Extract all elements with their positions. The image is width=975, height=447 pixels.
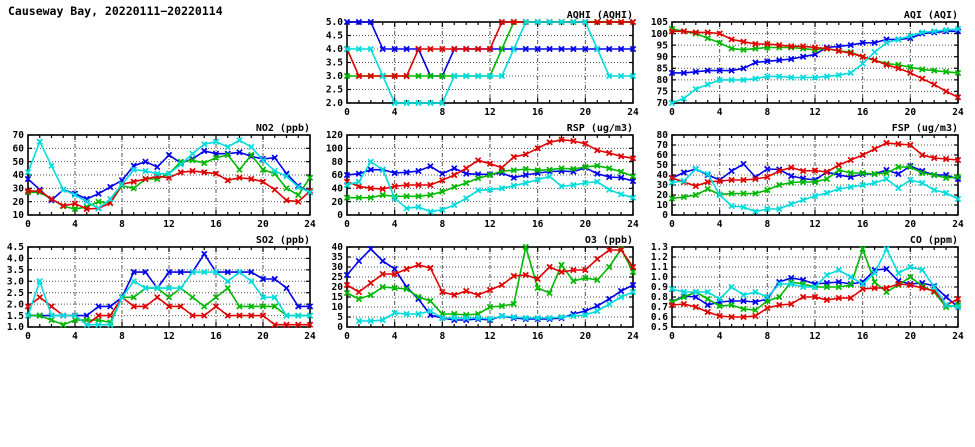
y-tick-label: 0.6 [650, 312, 668, 324]
x-tick-label: 4 [391, 107, 398, 118]
chart-no2 [0, 121, 324, 236]
chart-canvas-so2 [0, 233, 324, 344]
y-tick-label: 20 [656, 190, 668, 202]
chart-so2 [0, 233, 324, 348]
y-tick-label: 70 [656, 98, 668, 110]
y-tick-label: 10 [12, 210, 24, 222]
chart-title-no2: NO2 (ppb) [255, 123, 310, 134]
chart-co [644, 233, 972, 348]
y-tick-label: 1.5 [6, 310, 24, 322]
x-tick-label: 0 [669, 331, 675, 342]
chart-aqhi [319, 8, 647, 124]
chart-o3 [319, 233, 647, 348]
x-tick-label: 8 [764, 219, 771, 230]
y-tick-label: 85 [656, 63, 668, 75]
y-tick-label: 30 [656, 180, 668, 192]
x-tick-label: 8 [764, 107, 771, 118]
y-tick-label: 1.2 [650, 252, 668, 264]
y-tick-label: 95 [656, 40, 668, 52]
y-tick-label: 1.1 [650, 262, 668, 274]
y-tick-label: 100 [325, 143, 343, 155]
x-tick-label: 12 [163, 219, 175, 230]
chart-canvas-fsp [644, 121, 972, 232]
y-tick-label: 4.0 [325, 44, 343, 56]
y-tick-label: 4.5 [6, 242, 24, 254]
x-tick-label: 12 [809, 107, 821, 118]
y-tick-label: 1.0 [650, 272, 668, 284]
x-tick-label: 20 [257, 219, 269, 230]
x-tick-label: 4 [391, 331, 398, 342]
chart-fsp [644, 121, 972, 236]
y-tick-label: 0 [337, 322, 343, 334]
y-tick-label: 100 [650, 28, 668, 40]
y-tick-label: 5 [337, 312, 343, 324]
page-title: Causeway Bay, 20220111−20220114 [8, 4, 223, 18]
y-tick-label: 30 [331, 262, 343, 274]
chart-rsp [319, 121, 647, 236]
y-tick-label: 30 [12, 183, 24, 195]
y-tick-label: 5.0 [325, 17, 343, 29]
y-tick-label: 35 [331, 252, 343, 264]
x-tick-label: 8 [119, 219, 125, 230]
y-tick-label: 80 [656, 75, 668, 87]
chart-canvas-aqi [644, 8, 972, 120]
chart-canvas-o3 [319, 233, 647, 344]
y-tick-label: 3.5 [6, 265, 24, 277]
chart-title-aqhi: AQHI (AQHI) [566, 10, 633, 21]
x-tick-label: 24 [627, 331, 639, 342]
chart-title-o3: O3 (ppb) [584, 235, 633, 246]
x-tick-label: 16 [531, 107, 544, 118]
x-tick-label: 24 [627, 219, 639, 230]
x-tick-label: 12 [484, 107, 496, 118]
x-tick-label: 0 [344, 219, 350, 230]
x-tick-label: 4 [72, 219, 78, 230]
x-tick-label: 12 [484, 219, 496, 230]
x-tick-label: 0 [25, 219, 31, 230]
y-tick-label: 15 [331, 292, 343, 304]
y-tick-label: 50 [656, 160, 668, 172]
x-tick-label: 12 [484, 331, 496, 342]
y-tick-label: 120 [325, 130, 343, 142]
y-tick-label: 4.0 [6, 253, 24, 265]
x-tick-label: 16 [210, 331, 222, 342]
x-tick-label: 20 [579, 219, 592, 230]
y-tick-label: 40 [331, 183, 343, 195]
x-tick-label: 4 [716, 107, 723, 118]
x-tick-label: 24 [952, 107, 964, 118]
x-tick-label: 0 [344, 107, 350, 118]
y-tick-label: 0.5 [650, 322, 668, 334]
y-tick-label: 60 [656, 150, 668, 162]
y-tick-label: 0 [337, 210, 343, 222]
y-tick-label: 90 [656, 51, 668, 63]
y-tick-label: 80 [331, 156, 343, 168]
x-tick-label: 20 [904, 331, 917, 342]
y-tick-label: 1.0 [6, 322, 24, 334]
y-tick-label: 1.3 [650, 242, 668, 254]
x-tick-label: 8 [439, 107, 446, 118]
x-tick-label: 16 [210, 219, 222, 230]
series-markers-red [344, 247, 635, 297]
y-tick-label: 40 [12, 170, 24, 182]
chart-title-so2: SO2 (ppb) [255, 235, 310, 246]
x-tick-label: 4 [716, 331, 723, 342]
y-tick-label: 20 [331, 196, 343, 208]
y-tick-label: 3.5 [325, 57, 343, 69]
x-tick-label: 12 [809, 219, 821, 230]
y-tick-label: 2.5 [6, 287, 24, 299]
x-tick-label: 4 [72, 331, 78, 342]
x-tick-label: 0 [344, 331, 350, 342]
x-tick-label: 16 [856, 331, 869, 342]
x-tick-label: 24 [627, 107, 639, 118]
x-tick-label: 12 [809, 331, 821, 342]
chart-aqi [644, 8, 972, 124]
x-tick-label: 4 [716, 219, 723, 230]
y-tick-label: 3.0 [6, 276, 24, 288]
x-tick-label: 20 [579, 107, 592, 118]
y-tick-label: 2.5 [325, 84, 343, 96]
x-tick-label: 0 [25, 331, 31, 342]
x-tick-label: 20 [257, 331, 269, 342]
y-tick-label: 2.0 [6, 299, 24, 311]
x-tick-label: 20 [904, 107, 917, 118]
y-tick-label: 0.8 [650, 292, 668, 304]
y-tick-label: 4.5 [325, 30, 343, 42]
chart-canvas-aqhi [319, 8, 647, 120]
x-tick-label: 0 [669, 219, 675, 230]
x-tick-label: 12 [163, 331, 175, 342]
y-tick-label: 40 [656, 170, 668, 182]
y-tick-label: 105 [650, 17, 668, 29]
x-tick-label: 16 [531, 219, 544, 230]
y-tick-label: 70 [656, 140, 668, 152]
x-tick-label: 8 [439, 331, 446, 342]
y-tick-label: 0 [662, 210, 668, 222]
y-tick-label: 25 [331, 272, 343, 284]
y-tick-label: 50 [12, 156, 24, 168]
y-tick-label: 20 [331, 282, 343, 294]
y-tick-label: 60 [12, 143, 24, 155]
y-tick-label: 10 [656, 200, 668, 212]
x-tick-label: 8 [764, 331, 771, 342]
y-tick-label: 0.9 [650, 282, 668, 294]
x-tick-label: 8 [439, 219, 446, 230]
chart-canvas-co [644, 233, 972, 344]
chart-title-co: CO (ppm) [909, 235, 958, 246]
x-tick-label: 16 [856, 219, 869, 230]
x-tick-label: 4 [391, 219, 398, 230]
y-tick-label: 75 [656, 86, 668, 98]
x-tick-label: 24 [304, 331, 316, 342]
chart-canvas-rsp [319, 121, 647, 232]
y-tick-label: 80 [656, 130, 668, 142]
series-markers-cyan [669, 26, 960, 105]
x-tick-label: 24 [304, 219, 316, 230]
y-tick-label: 0.7 [650, 302, 668, 314]
x-tick-label: 16 [531, 331, 544, 342]
x-tick-label: 20 [904, 219, 917, 230]
x-tick-label: 24 [952, 331, 964, 342]
chart-title-rsp: RSP (ug/m3) [566, 123, 633, 134]
y-tick-label: 20 [12, 196, 24, 208]
y-tick-label: 3.0 [325, 71, 343, 83]
y-tick-label: 60 [331, 170, 343, 182]
x-tick-label: 20 [579, 331, 592, 342]
x-tick-label: 24 [952, 219, 964, 230]
y-tick-label: 70 [12, 130, 24, 142]
chart-title-aqi: AQI (AQI) [903, 10, 958, 21]
x-tick-label: 0 [669, 107, 675, 118]
x-tick-label: 16 [856, 107, 869, 118]
x-tick-label: 8 [119, 331, 125, 342]
chart-title-fsp: FSP (ug/m3) [891, 123, 958, 134]
y-tick-label: 10 [331, 302, 343, 314]
y-tick-label: 40 [331, 242, 343, 254]
y-tick-label: 2.0 [325, 98, 343, 110]
chart-canvas-no2 [0, 121, 324, 232]
